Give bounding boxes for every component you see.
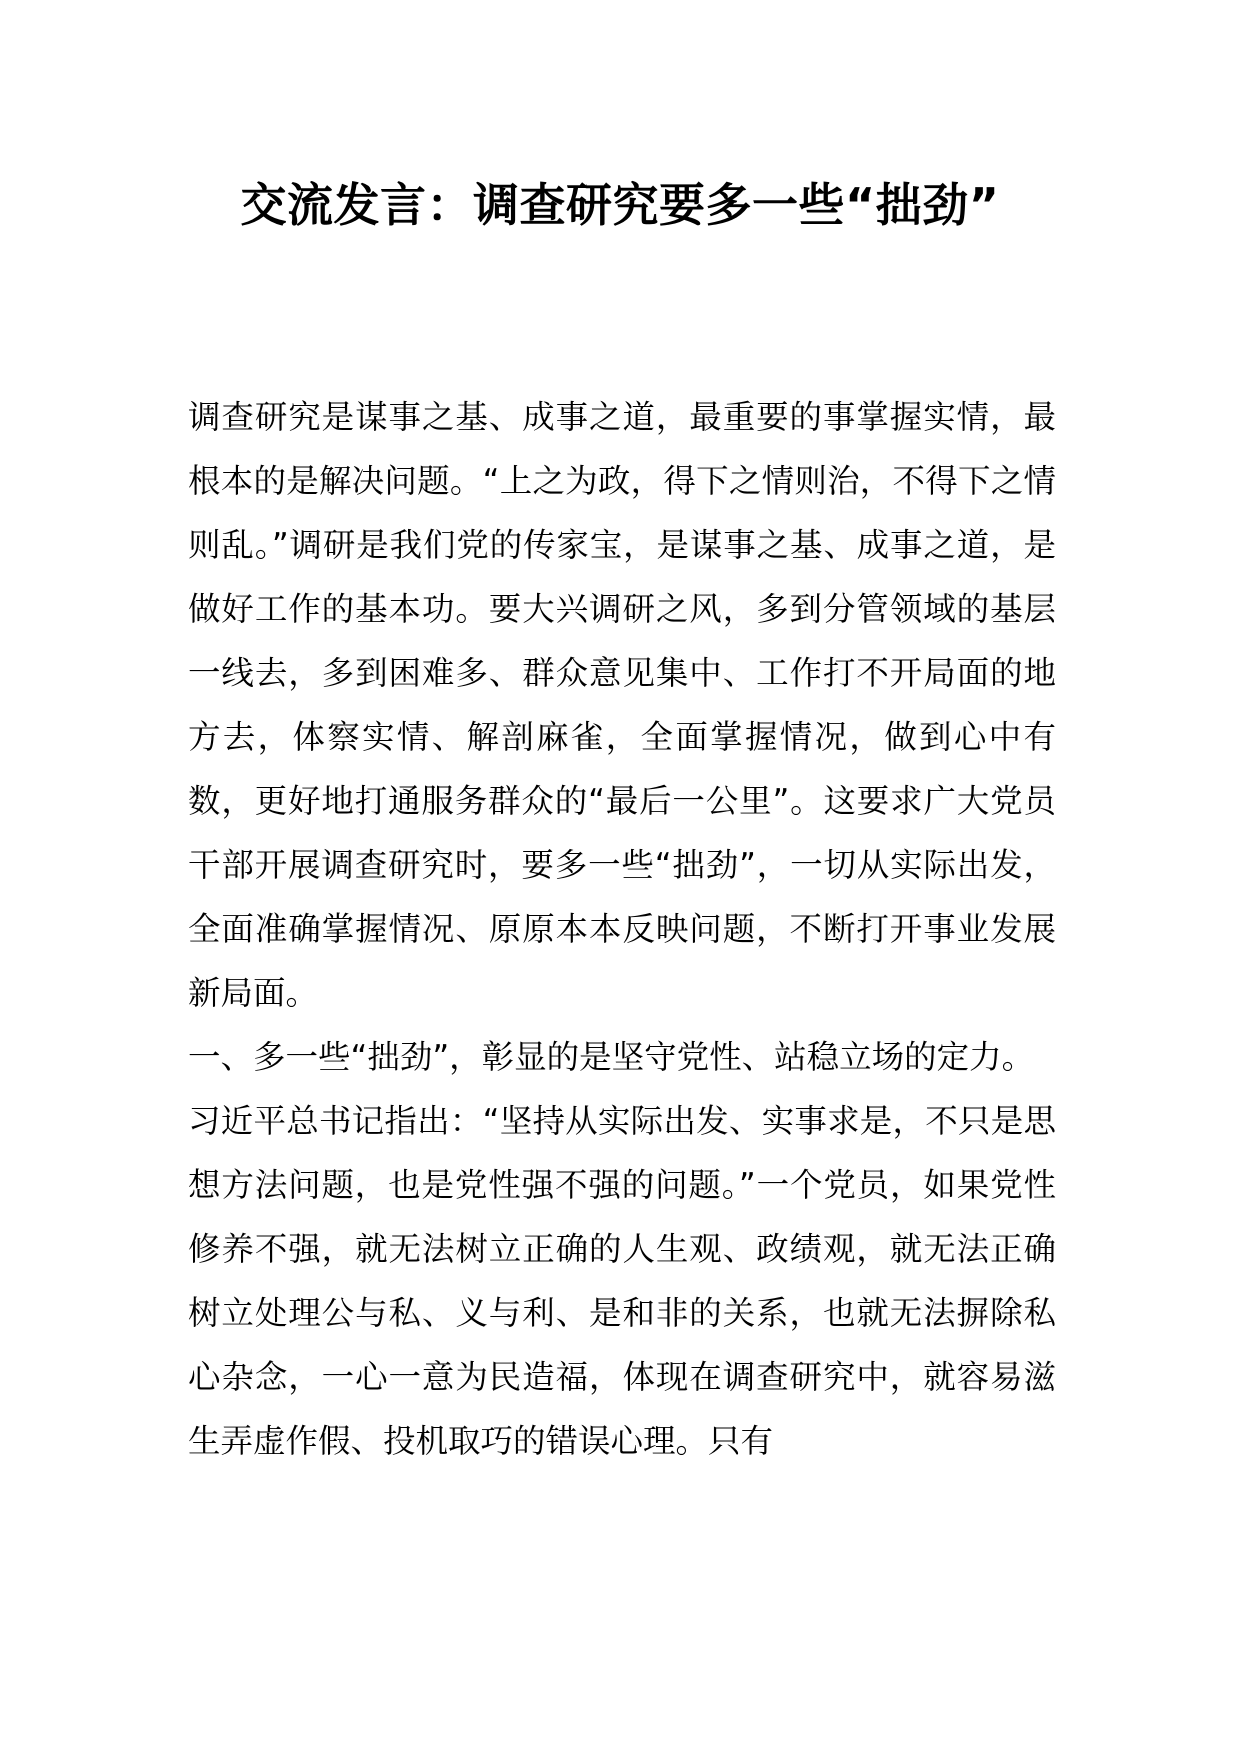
- paragraph-section-1-body: 习近平总书记指出：“坚持从实际出发、实事求是，不只是思想方法问题，也是党性强不强的问题。”一个党员，如果党性修养不强，就无法树立正确的人生观、政绩观，就无法正确树立处理公与私、义与利、是和非的关系，也就无法摒除私心杂念，一心一意为民造福，体现在调查研究中，就容易滋生弄虚作假、投机取巧的错误心理。只有: [188, 1102, 1056, 1460]
- document-title: 交流发言：调查研究要多一些“拙劲”: [240, 178, 1000, 232]
- document-body: [188, 385, 1056, 1473]
- paragraph-section-heading-1: 一、多一些“拙劲”，彰显的是坚守党性、站稳立场的定力。: [188, 1038, 1035, 1076]
- paragraph-intro: 调查研究是谋事之基、成事之道，最重要的事掌握实情，最根本的是解决问题。“上之为政，得下之情则治，不得下之情则乱。”调研是我们党的传家宝，是谋事之基、成事之道，是做好工作的基本功。要大兴调研之风，多到分管领域的基层一线去，多到困难多、群众意见集中、工作打不开局面的地方去，体察实情、解剖麻雀，全面掌握情况，做到心中有数，更好地打通服务群众的“最后一公里”。这要求广大党员干部开展调查研究时，要多一些“拙劲”，一切从实际出发，全面准确掌握情况、原原本本反映问题，不断打开事业发展新局面。: [188, 398, 1056, 1012]
